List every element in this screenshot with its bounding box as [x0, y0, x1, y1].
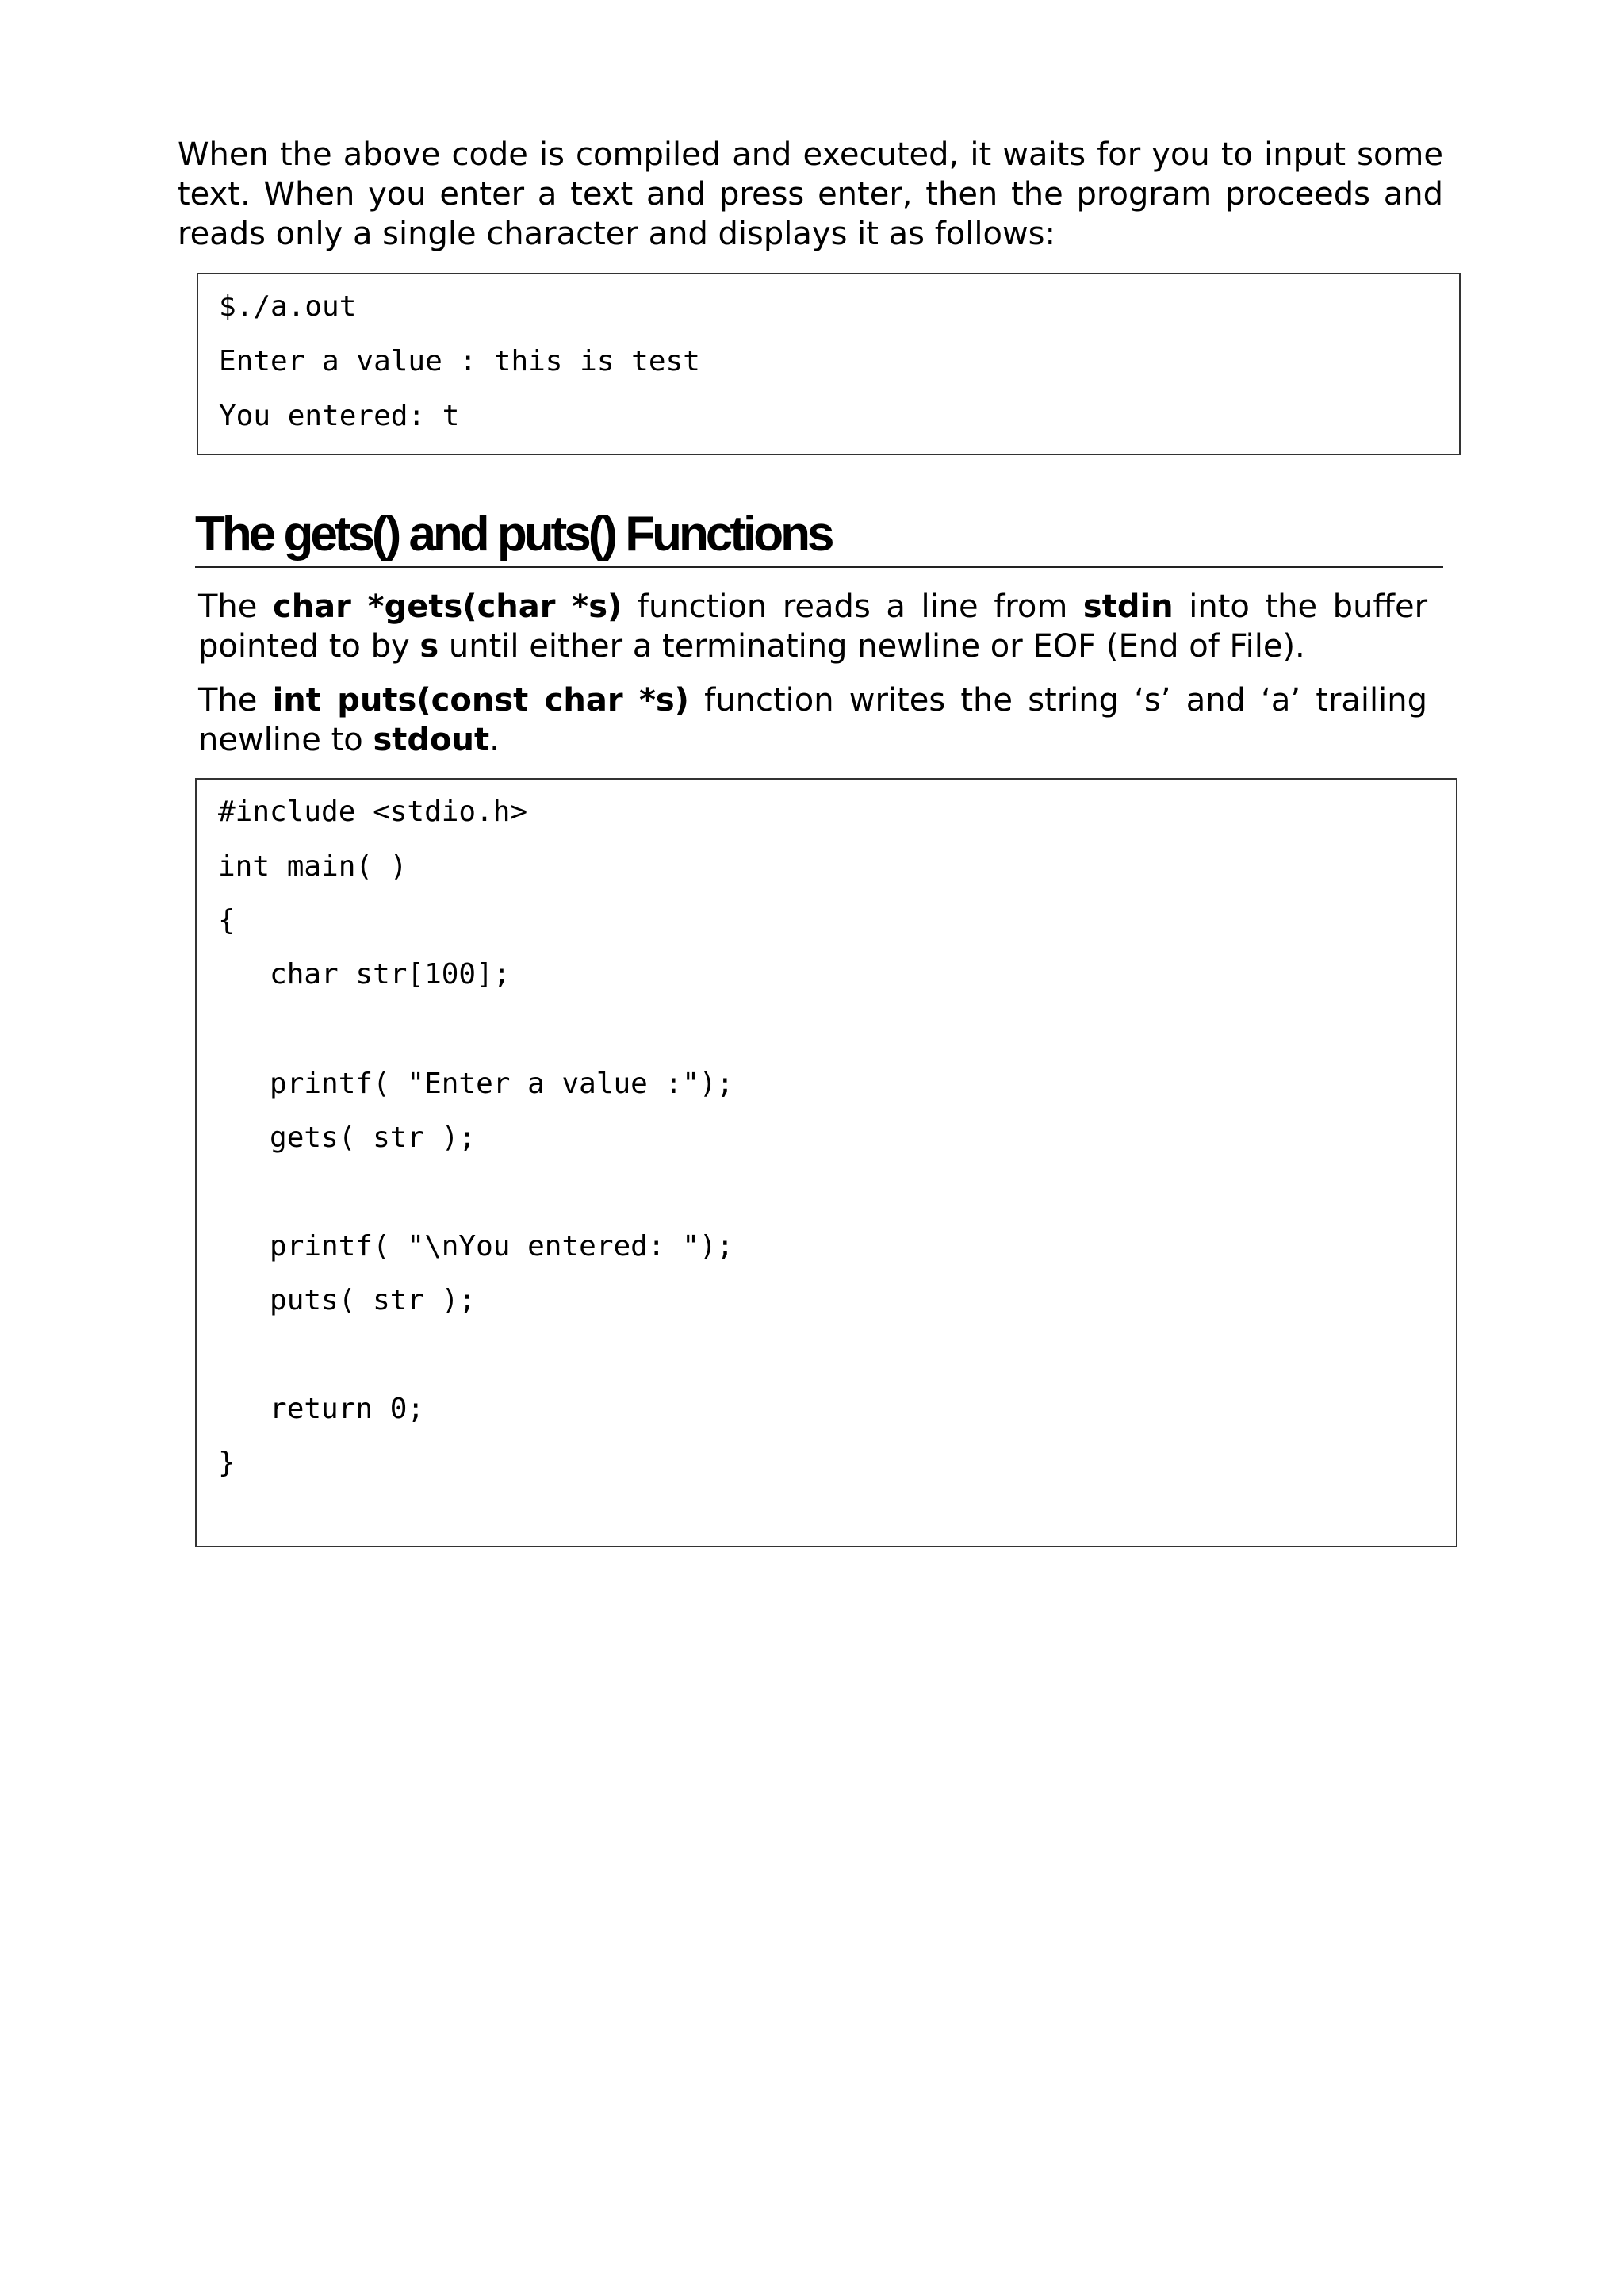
- puts-text: .: [489, 722, 500, 758]
- output-box: [197, 273, 1461, 455]
- gets-text: The: [198, 588, 273, 625]
- gets-signature: char *gets(char *s): [272, 588, 622, 625]
- gets-paragraph: [198, 587, 1427, 666]
- puts-signature: int puts(const char *s): [272, 682, 689, 719]
- code-line: int main( ): [218, 850, 408, 883]
- code-line: #include <stdio.h>: [218, 795, 528, 828]
- gets-text: function reads a line from: [622, 588, 1083, 625]
- gets-text: into the buffer pointed to by: [198, 588, 1428, 665]
- output-line: You entered: t: [219, 400, 460, 432]
- code-line: }: [218, 1447, 236, 1479]
- code-line: return 0;: [218, 1393, 425, 1425]
- puts-text: function writes the string ‘s’ and ‘a’ trailing newline to: [198, 682, 1428, 758]
- puts-text: The: [198, 682, 273, 719]
- code-line: gets( str );: [218, 1121, 477, 1154]
- stdout-term: stdout: [373, 722, 490, 758]
- code-line: char str[100];: [218, 958, 511, 991]
- section-heading: The gets() and puts() Functions: [195, 501, 1443, 568]
- code-box: [195, 778, 1457, 1547]
- puts-paragraph: [198, 680, 1427, 760]
- code-line: {: [218, 904, 236, 937]
- code-line: puts( str );: [218, 1284, 477, 1317]
- intro-paragraph: When the above code is compiled and executed, it waits for you to input some text. When you enter a text and press enter, then the program proceeds and reads only a single character and displays it as follows:: [178, 136, 1443, 252]
- output-line: Enter a value : this is test: [219, 345, 700, 378]
- stdin-term: stdin: [1082, 588, 1174, 625]
- code-line: printf( "\nYou entered: ");: [218, 1230, 734, 1263]
- output-line: $./a.out: [219, 290, 357, 323]
- gets-text: until either a terminating newline or EOF (End of File).: [439, 628, 1305, 665]
- code-line: printf( "Enter a value :");: [218, 1068, 734, 1100]
- s-term: s: [419, 628, 439, 665]
